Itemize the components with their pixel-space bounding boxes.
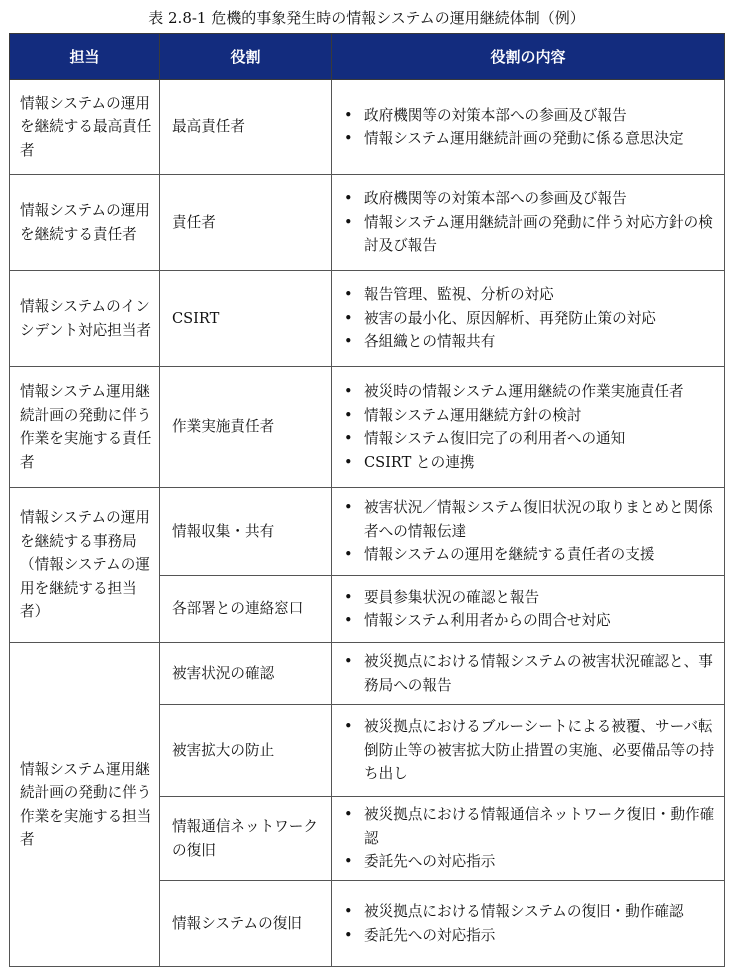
role-cell: 各部署との連絡窓口 (160, 576, 332, 643)
list-item: • 情報システム利用者からの問合せ対応 (340, 609, 716, 633)
list-item: • 被災時の情報システム運用継続の作業実施責任者 (340, 380, 716, 404)
content-cell (332, 797, 725, 881)
role-cell: 情報システムの復旧 (160, 881, 332, 967)
list-item: • 要員参集状況の確認と報告 (340, 586, 716, 610)
list-item: • 報告管理、監視、分析の対応 (340, 283, 716, 307)
list-item: • 情報システム運用継続計画の発動に係る意思決定 (340, 127, 716, 151)
content-cell (332, 705, 725, 797)
list-item: • 情報システム復旧完了の利用者への通知 (340, 427, 716, 451)
content-cell (332, 367, 725, 488)
table-row (10, 367, 725, 488)
list-item: • 被災拠点における情報通信ネットワーク復旧・動作確認 (340, 803, 716, 850)
list-item: • 被災拠点における情報システムの復旧・動作確認 (340, 900, 716, 924)
table-caption: 表 2.8-1 危機的事象発生時の情報システムの運用継続体制（例） (148, 9, 585, 27)
role-cell: 最高責任者 (160, 80, 332, 175)
role-cell: 作業実施責任者 (160, 367, 332, 488)
content-cell (332, 488, 725, 576)
content-cell (332, 271, 725, 367)
content-cell (332, 175, 725, 271)
owner-cell: 情報システム運用継続計画の発動に伴う作業を実施する担当者 (10, 643, 160, 967)
list-item: • 被害の最小化、原因解析、再発防止策の対応 (340, 307, 716, 331)
role-cell: 被害状況の確認 (160, 643, 332, 705)
list-item: • 被災拠点における情報システムの被害状況確認と、事務局への報告 (340, 650, 716, 697)
content-cell (332, 881, 725, 967)
list-item: • 政府機関等の対策本部への参画及び報告 (340, 104, 716, 128)
role-cell: CSIRT (160, 271, 332, 367)
header-owner: 担当 (10, 34, 160, 80)
content-cell (332, 576, 725, 643)
role-cell: 被害拡大の防止 (160, 705, 332, 797)
table-row (10, 175, 725, 271)
role-cell: 責任者 (160, 175, 332, 271)
role-cell: 情報収集・共有 (160, 488, 332, 576)
table-row (10, 271, 725, 367)
list-item: • 各組織との情報共有 (340, 330, 716, 354)
header-row (10, 34, 725, 80)
owner-cell: 情報システムの運用を継続する最高責任者 (10, 80, 160, 175)
content-cell (332, 80, 725, 175)
list-item: • 被災拠点におけるブルーシートによる被覆、サーバ転倒防止等の被害拡大防止措置の実施、必要備品等の持ち出し (340, 715, 716, 786)
list-item: • 被害状況／情報システム復旧状況の取りまとめと関係者への情報伝達 (340, 496, 716, 543)
list-item: • CSIRT との連携 (340, 451, 716, 475)
continuity-table (9, 33, 725, 967)
list-item: • 情報システム運用継続方針の検討 (340, 404, 716, 428)
owner-cell: 情報システムのインシデント対応担当者 (10, 271, 160, 367)
list-item: • 委託先への対応指示 (340, 850, 716, 874)
list-item: • 情報システム運用継続計画の発動に伴う対応方針の検討及び報告 (340, 211, 716, 258)
list-item: • 委託先への対応指示 (340, 924, 716, 948)
role-cell: 情報通信ネットワークの復旧 (160, 797, 332, 881)
owner-cell: 情報システムの運用を継続する責任者 (10, 175, 160, 271)
table-row (10, 643, 725, 705)
table-row (10, 488, 725, 576)
list-item: • 情報システムの運用を継続する責任者の支援 (340, 543, 716, 567)
table-row (10, 80, 725, 175)
header-content: 役割の内容 (332, 34, 725, 80)
header-role: 役割 (160, 34, 332, 80)
content-cell (332, 643, 725, 705)
owner-cell: 情報システム運用継続計画の発動に伴う作業を実施する責任者 (10, 367, 160, 488)
owner-cell: 情報システムの運用を継続する事務局（情報システムの運用を継続する担当者） (10, 488, 160, 643)
list-item: • 政府機関等の対策本部への参画及び報告 (340, 187, 716, 211)
